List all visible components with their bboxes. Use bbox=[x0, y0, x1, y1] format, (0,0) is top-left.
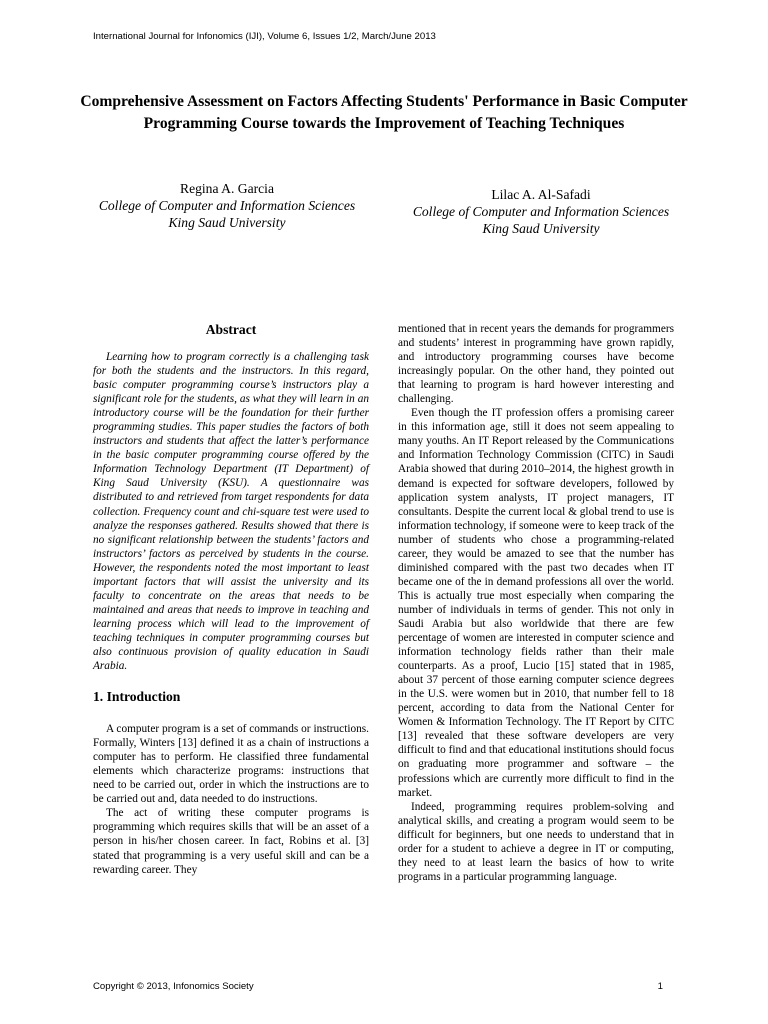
author-university: King Saud University bbox=[168, 214, 286, 230]
right-column bbox=[398, 322, 674, 884]
intro-paragraph: A computer program is a set of commands or instructions. Formally, Winters [13] defined it as a chain of instructions a computer has to perform. He classified three fundamental elements which characterize programs: instructions that need to be carried out, order in which the instructions are to be carried out and, data needed to do instructions. bbox=[93, 723, 369, 806]
author-university: King Saud University bbox=[482, 220, 600, 236]
left-column bbox=[93, 322, 369, 877]
page-number: 1 bbox=[657, 981, 663, 992]
author-block-1 bbox=[96, 181, 358, 231]
paper-title: Comprehensive Assessment on Factors Affecting Students' Performance in Basic Computer Programming Course towards the Improvement of Teaching Techniques bbox=[80, 93, 688, 132]
author-name: Regina A. Garcia bbox=[180, 181, 274, 196]
author-affiliation: College of Computer and Information Sciences bbox=[98, 197, 356, 213]
author-block-2 bbox=[410, 187, 672, 237]
abstract-text: Learning how to program correctly is a challenging task for both the students and the instructors. In this regard, basic computer programming course’s instructors play a significant role for the students, as what they will learn in an introductory course will be the foundation for their further programming studies. This paper studies the factors of both instructors and students that affect the latter’s performance in the basic computer programming course offered by the Information Technology Department (IT Department) of King Saud University (KSU). A questionnaire was distributed to and retrieved from target respondents for data collection. Frequency count and chi-square test were used to analyze the responses gathered. Results showed that there is no significant relationship between the students’ factors and instructors’ factors as perceived by students in the course. However, the respondents noted the most important to least important factors that will assist the university and its faculty to concentrate on the areas that needs to be maintained and areas that needs to improve in teaching and learning process which will lead to the improvement of teaching techniques in computer programming courses but also continuous provision of quality education in Saudi Arabia. bbox=[93, 351, 369, 673]
body-paragraph: Indeed, programming requires problem-solving and analytical skills, and creating a program would seem to be difficult for beginners, but one needs to understand that in order for a student to achieve a degree in IT or computing, they need to at least learn the basics of how to write programs in a particular programming language. bbox=[398, 800, 674, 883]
body-paragraph: mentioned that in recent years the demands for programmers and students’ interest in programming have grown rapidly, and introductory programming courses have become increasingly popular. On the other hand, they pointed out that learning to program is hard however interesting and challenging. bbox=[398, 323, 674, 406]
author-name: Lilac A. Al-Safadi bbox=[491, 187, 591, 202]
journal-header: International Journal for Infonomics (IJI), Volume 6, Issues 1/2, March/June 2013 bbox=[93, 31, 436, 42]
abstract-heading: Abstract bbox=[205, 322, 257, 337]
page-footer bbox=[93, 981, 663, 992]
introduction-heading: 1. Introduction bbox=[93, 689, 181, 705]
body-paragraph: Even though the IT profession offers a promising career in this information age, still it does not seem appealing to many youths. An IT Report released by the Communications and Information Technology Commission (CITC) in Saudi Arabia showed that during 2010–2014, the highest growth in demand is expected for software developers, followed by application system analysts, IT project managers, IT consultants. Despite the current local & global trend to use is information technology, if someone were to keep track of the number of students who chose a programming-related career, they would be amazed to see that the number has diminished compared with the past two decades when IT became one of the in demand professions all over the world. This is actually true most especially when comparing the number of individuals in terms of gender. This not only in Saudi Arabia but also worldwide that there are few percentage of women are interested in computer science and information technology fields rather than their male counterparts. As a proof, Lucio [15] stated that in 1985, about 37 percent of those earning computer science degrees in the U.S. were women but in 2010, that number fell to 18 percent, according to data from the National Center for Women & Information Technology. The IT Report by CITC [13] revealed that these software developers are very difficult to find and that educational institutions should focus on graduating more programmer and software – the professions which are currently more difficult to find in the market. bbox=[398, 407, 674, 799]
intro-paragraph: The act of writing these computer programs is programming which requires skills that will be an asset of a person in his/her chosen career. In fact, Robins et al. [3] stated that programming is a very useful skill and can be a rewarding career. They bbox=[93, 807, 369, 876]
author-affiliation: College of Computer and Information Sciences bbox=[412, 203, 670, 219]
copyright-notice: Copyright © 2013, Infonomics Society bbox=[93, 981, 254, 992]
